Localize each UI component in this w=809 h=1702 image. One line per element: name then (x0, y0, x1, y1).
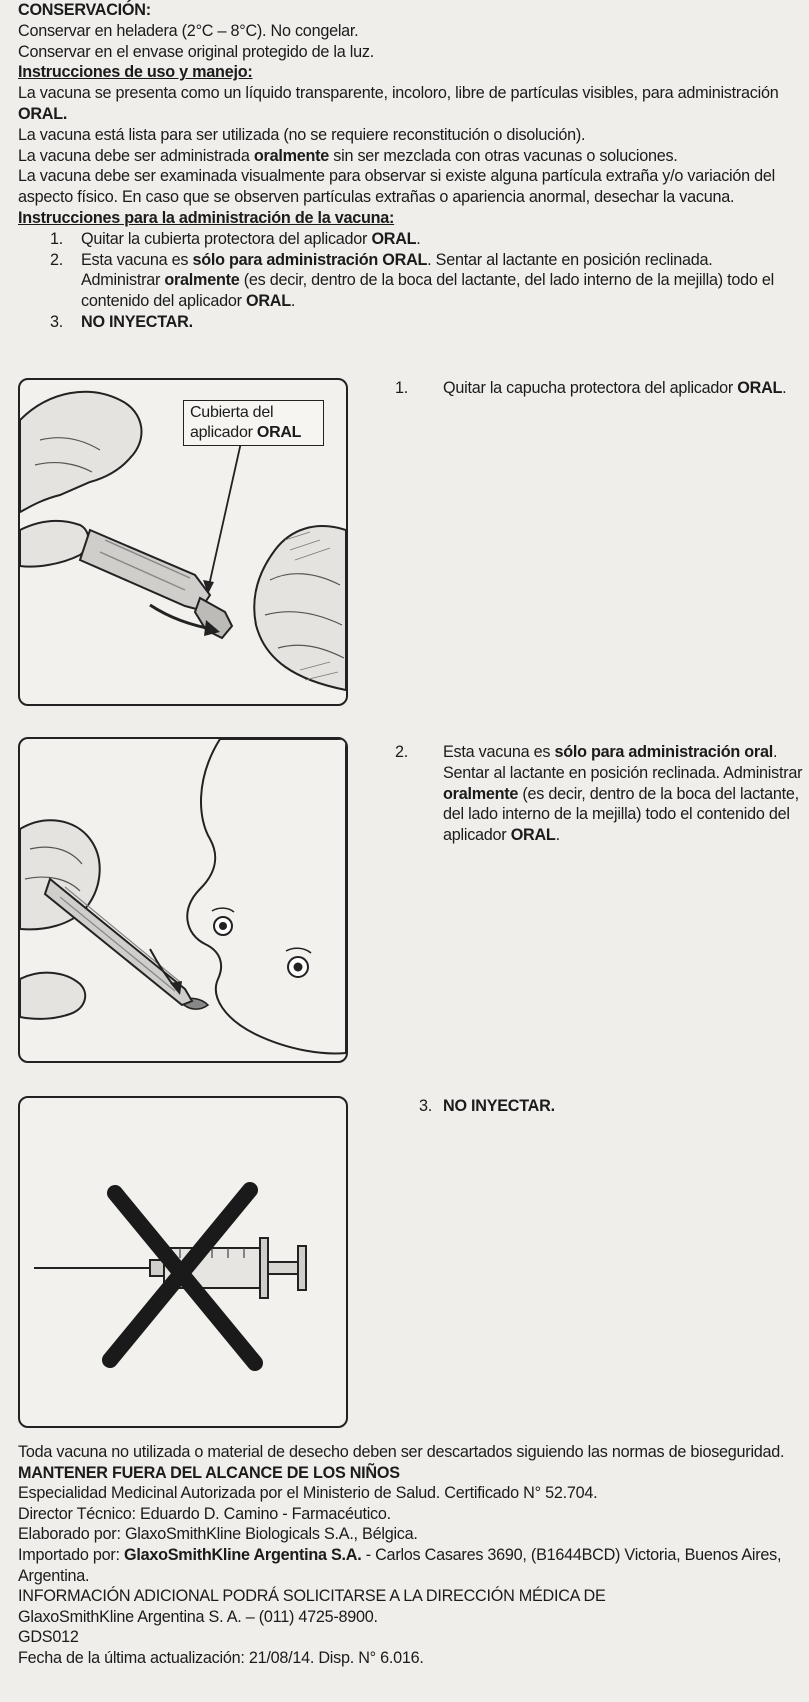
footer-manufacturer: Elaborado por: GlaxoSmithKline Biologicals S.A., Bélgica. (18, 1525, 418, 1544)
list-item-number: 3. (50, 312, 64, 331)
list-item-text: Esta vacuna es (81, 250, 193, 269)
step-bold: sólo para administración oral (554, 743, 773, 761)
step-text: Esta vacuna es (443, 743, 555, 761)
step-1-text (395, 378, 809, 399)
figure-do-not-inject (18, 1096, 348, 1428)
list-item-number: 1. (50, 229, 64, 248)
infant-oral-illustration (20, 739, 346, 1061)
step-3-text (419, 1096, 789, 1117)
list-item (18, 250, 798, 312)
list-item-bold-2: oralmente (164, 271, 240, 290)
footer-update-date: Fecha de la última actualización: 21/08/14. Disp. N° 6.016. (18, 1648, 424, 1667)
step-bold-3: ORAL (510, 826, 556, 845)
step-number: 1. (395, 379, 409, 397)
list-item-text-3: (es decir, dentro de la boca del lactante, del lado interno de la mejilla) todo el contenido del aplicador (81, 271, 774, 311)
uso-paragraph-1 (18, 83, 798, 125)
uso-paragraph-3 (18, 146, 798, 167)
list-item-text: Quitar la cubierta protectora del aplicador (81, 229, 372, 248)
uso-heading: Instrucciones de uso y manejo: (18, 63, 253, 82)
list-item-bold-3: ORAL (246, 292, 291, 311)
leaflet-footer (18, 1442, 798, 1669)
list-item-tail-2: . (290, 292, 296, 311)
list-item-number: 2. (50, 250, 64, 269)
step-text: Quitar la capucha protectora del aplicador (443, 379, 738, 397)
footer-contact: GlaxoSmithKline Argentina S. A. – (011) 4725-8900. (18, 1607, 378, 1626)
step-number: 2. (395, 743, 409, 761)
list-item-bold: ORAL (371, 229, 417, 248)
conservacion-line-1: Conservar en heladera (2°C – 8°C). No congelar. (18, 21, 359, 40)
step-2-text (395, 742, 809, 846)
step-tail: . (782, 379, 787, 397)
callout-applicator-cap (183, 400, 324, 446)
list-item (18, 229, 798, 250)
list-item-bold: NO INYECTAR. (81, 312, 193, 331)
list-item-tail: . Sentar al lactante en posición reclinada. (427, 250, 713, 269)
figure-oral-administration (18, 737, 348, 1063)
uso-p1-text: La vacuna se presenta como un líquido transparente, incoloro, libre de partículas visibles, para administración (18, 84, 779, 103)
footer-certificate: Especialidad Medicinal Autorizada por el Ministerio de Salud. Certificado N° 52.704. (18, 1484, 598, 1503)
list-item-bold: sólo para administración ORAL (192, 250, 428, 269)
list-item-text-2: Administrar (81, 271, 165, 290)
footer-importer (18, 1545, 798, 1586)
conservacion-heading: CONSERVACIÓN: (18, 1, 151, 19)
step-text-2: . Sentar al lactante en posición reclinada. Administrar (443, 743, 803, 782)
uso-p3-text: La vacuna debe ser administrada (18, 146, 254, 165)
footer-info: INFORMACIÓN ADICIONAL PODRÁ SOLICITARSE A LA DIRECCIÓN MÉDICA DE (18, 1587, 606, 1606)
conservacion-line-2: Conservar en el envase original protegido de la luz. (18, 42, 374, 61)
step-text-3: (es decir, dentro de la boca del lactante, del lado interno de la mejilla) todo el contenido del aplicador (443, 784, 799, 845)
step-bold-2: oralmente (443, 784, 519, 803)
administracion-heading: Instrucciones para la administración de la vacuna: (18, 208, 395, 227)
leaflet-text (18, 0, 798, 333)
importer-address: - Carlos Casares 3690, (B1644BCD) Victoria, Buenos Aires, Argentina. (18, 1545, 782, 1585)
footer-code: GDS012 (18, 1628, 79, 1647)
uso-p3-bold: oralmente (253, 146, 329, 165)
administracion-list (18, 229, 798, 333)
importer-name: GlaxoSmithKline Argentina S.A. (124, 1545, 362, 1564)
uso-paragraph-2: La vacuna está lista para ser utilizada (no se requiere reconstitución o disolución). (18, 125, 586, 144)
callout-bold: ORAL (256, 424, 302, 441)
importer-label: Importado por: (18, 1545, 125, 1564)
footer-director: Director Técnico: Eduardo D. Camino - Farmacéutico. (18, 1504, 391, 1523)
uso-paragraph-4: La vacuna debe ser examinada visualmente para observar si existe alguna partícula extraña y/o variación del aspecto físico. En caso que se observen partículas extrañas o apariencia anormal, desechar la vacuna. (18, 167, 776, 207)
step-tail: . (555, 826, 560, 845)
callout-line-1: Cubierta del (190, 404, 274, 421)
list-item-tail: . (416, 229, 421, 248)
uso-p1-bold: ORAL. (18, 104, 68, 123)
step-bold: ORAL (737, 379, 783, 397)
crossed-syringe-illustration (20, 1098, 346, 1426)
step-number: 3. (419, 1097, 433, 1115)
list-item (18, 312, 798, 333)
uso-p3-tail: sin ser mezclada con otras vacunas o soluciones. (329, 146, 678, 165)
footer-warning: MANTENER FUERA DEL ALCANCE DE LOS NIÑOS (18, 1463, 400, 1482)
footer-disposal: Toda vacuna no utilizada o material de desecho deben ser descartados siguiendo las normas de bioseguridad. (18, 1443, 785, 1461)
step-bold: NO INYECTAR. (443, 1097, 555, 1115)
callout-line-2: aplicador (190, 424, 257, 441)
